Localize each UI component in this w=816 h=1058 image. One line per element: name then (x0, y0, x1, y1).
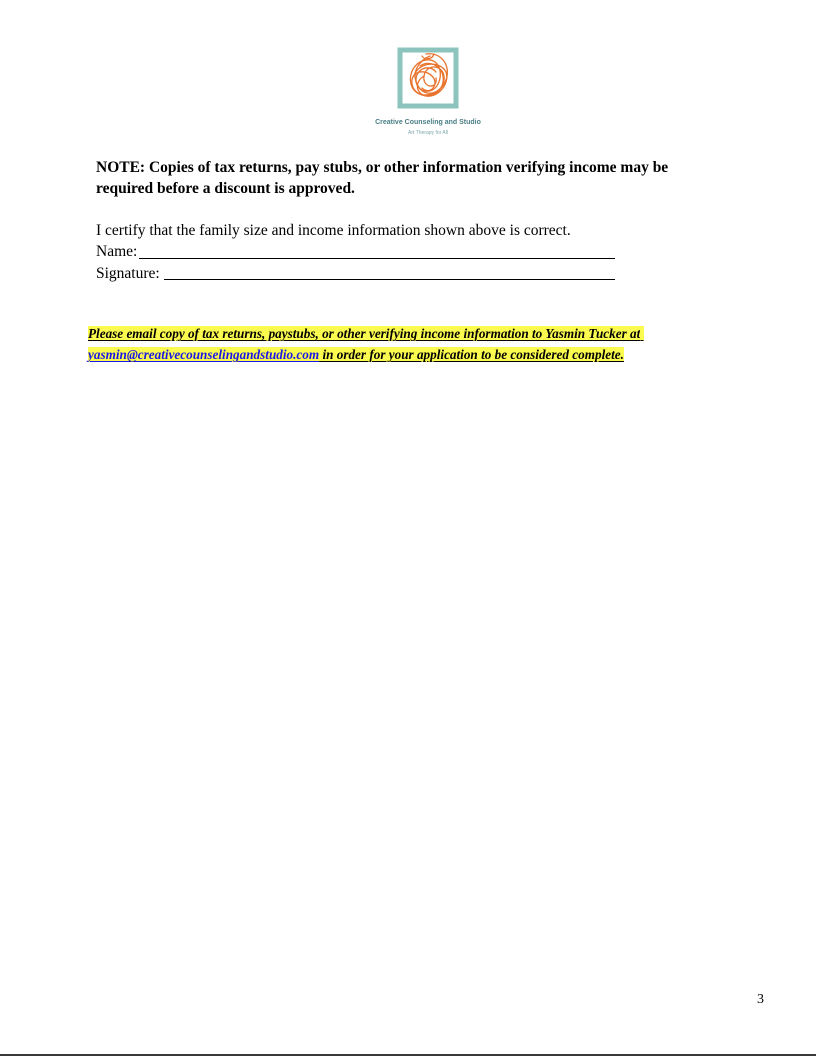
logo-company-name: Creative Counseling and Studio (375, 119, 481, 126)
notice-line-2 (88, 347, 624, 362)
notice-line-1-trailing-space (640, 326, 643, 341)
notice-line-2-rest: in order for your application to be considered complete. (319, 347, 624, 362)
email-link[interactable]: yasmin@creativecounselingandstudio.com (88, 347, 320, 362)
certification-statement: I certify that the family size and income information shown above is correct. (96, 222, 571, 239)
scribble-logo-icon (396, 46, 460, 110)
name-field-line[interactable] (139, 258, 615, 259)
email-instructions-notice (88, 323, 728, 365)
logo-tagline: Art Therapy for All (408, 130, 448, 136)
income-verification-note: NOTE: Copies of tax returns, pay stubs, or other information verifying income may be required before a discount is approved. (96, 159, 669, 197)
notice-line-1: Please email copy of tax returns, paystubs, or other verifying income information to Yasmin Tucker at (88, 326, 641, 341)
name-label: Name: (96, 243, 138, 260)
signature-field-line[interactable] (164, 279, 615, 280)
page-number: 3 (757, 992, 764, 1007)
signature-label: Signature: (96, 265, 160, 282)
